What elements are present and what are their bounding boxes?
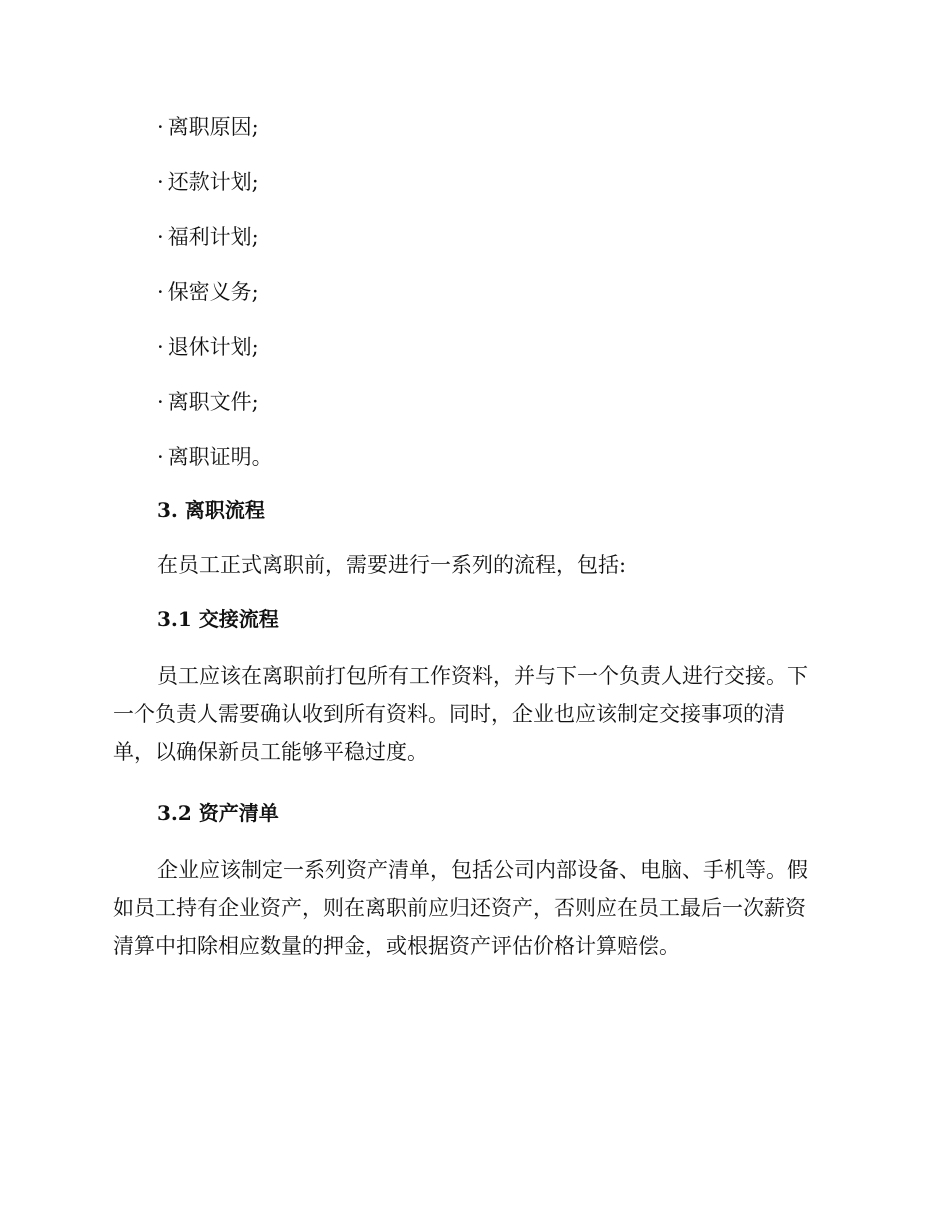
list-item [157,165,273,220]
bullet-list [157,110,273,495]
section-heading-handover: 3.1 交接流程 [157,607,279,631]
bullet-dot: · [157,335,164,359]
section-intro-paragraph: 在员工正式离职前，需要进行一系列的流程，包括: [157,553,627,577]
bullet-dot: · [157,225,164,249]
paragraph-line: 企业应该制定一系列资产清单，包括公司内部设备、电脑、手机等。假 [157,858,808,882]
list-item [157,330,273,385]
list-item-text: 离职证明。 [167,445,273,469]
section-heading-asset-list: 3.2 资产清单 [157,801,279,825]
section-heading-leave-process: 3. 离职流程 [157,498,265,522]
paragraph-line: 员工应该在离职前打包所有工作资料，并与下一个负责人进行交接。下 [157,664,808,688]
list-item [157,440,273,495]
list-item [157,110,273,165]
paragraph-line: 清算中扣除相应数量的押金，或根据资产评估价格计算赔偿。 [113,934,680,958]
list-item-text: 离职原因; [167,115,259,139]
asset-list-paragraph [113,851,833,965]
list-item-text: 保密义务; [167,280,259,304]
paragraph-line: 单，以确保新员工能够平稳过度。 [113,740,428,764]
bullet-dot: · [157,115,164,139]
list-item [157,220,273,275]
list-item-text: 福利计划; [167,225,259,249]
list-item [157,275,273,330]
list-item [157,385,273,440]
list-item-text: 还款计划; [167,170,259,194]
list-item-text: 退休计划; [167,335,259,359]
bullet-dot: · [157,170,164,194]
paragraph-line: 如员工持有企业资产，则在离职前应归还资产，否则应在员工最后一次薪资 [113,896,806,920]
bullet-dot: · [157,445,164,469]
paragraph-line: 一个负责人需要确认收到所有资料。同时，企业也应该制定交接事项的清 [113,702,785,726]
list-item-text: 离职文件; [167,390,259,414]
bullet-dot: · [157,390,164,414]
bullet-dot: · [157,280,164,304]
handover-paragraph [113,657,833,771]
